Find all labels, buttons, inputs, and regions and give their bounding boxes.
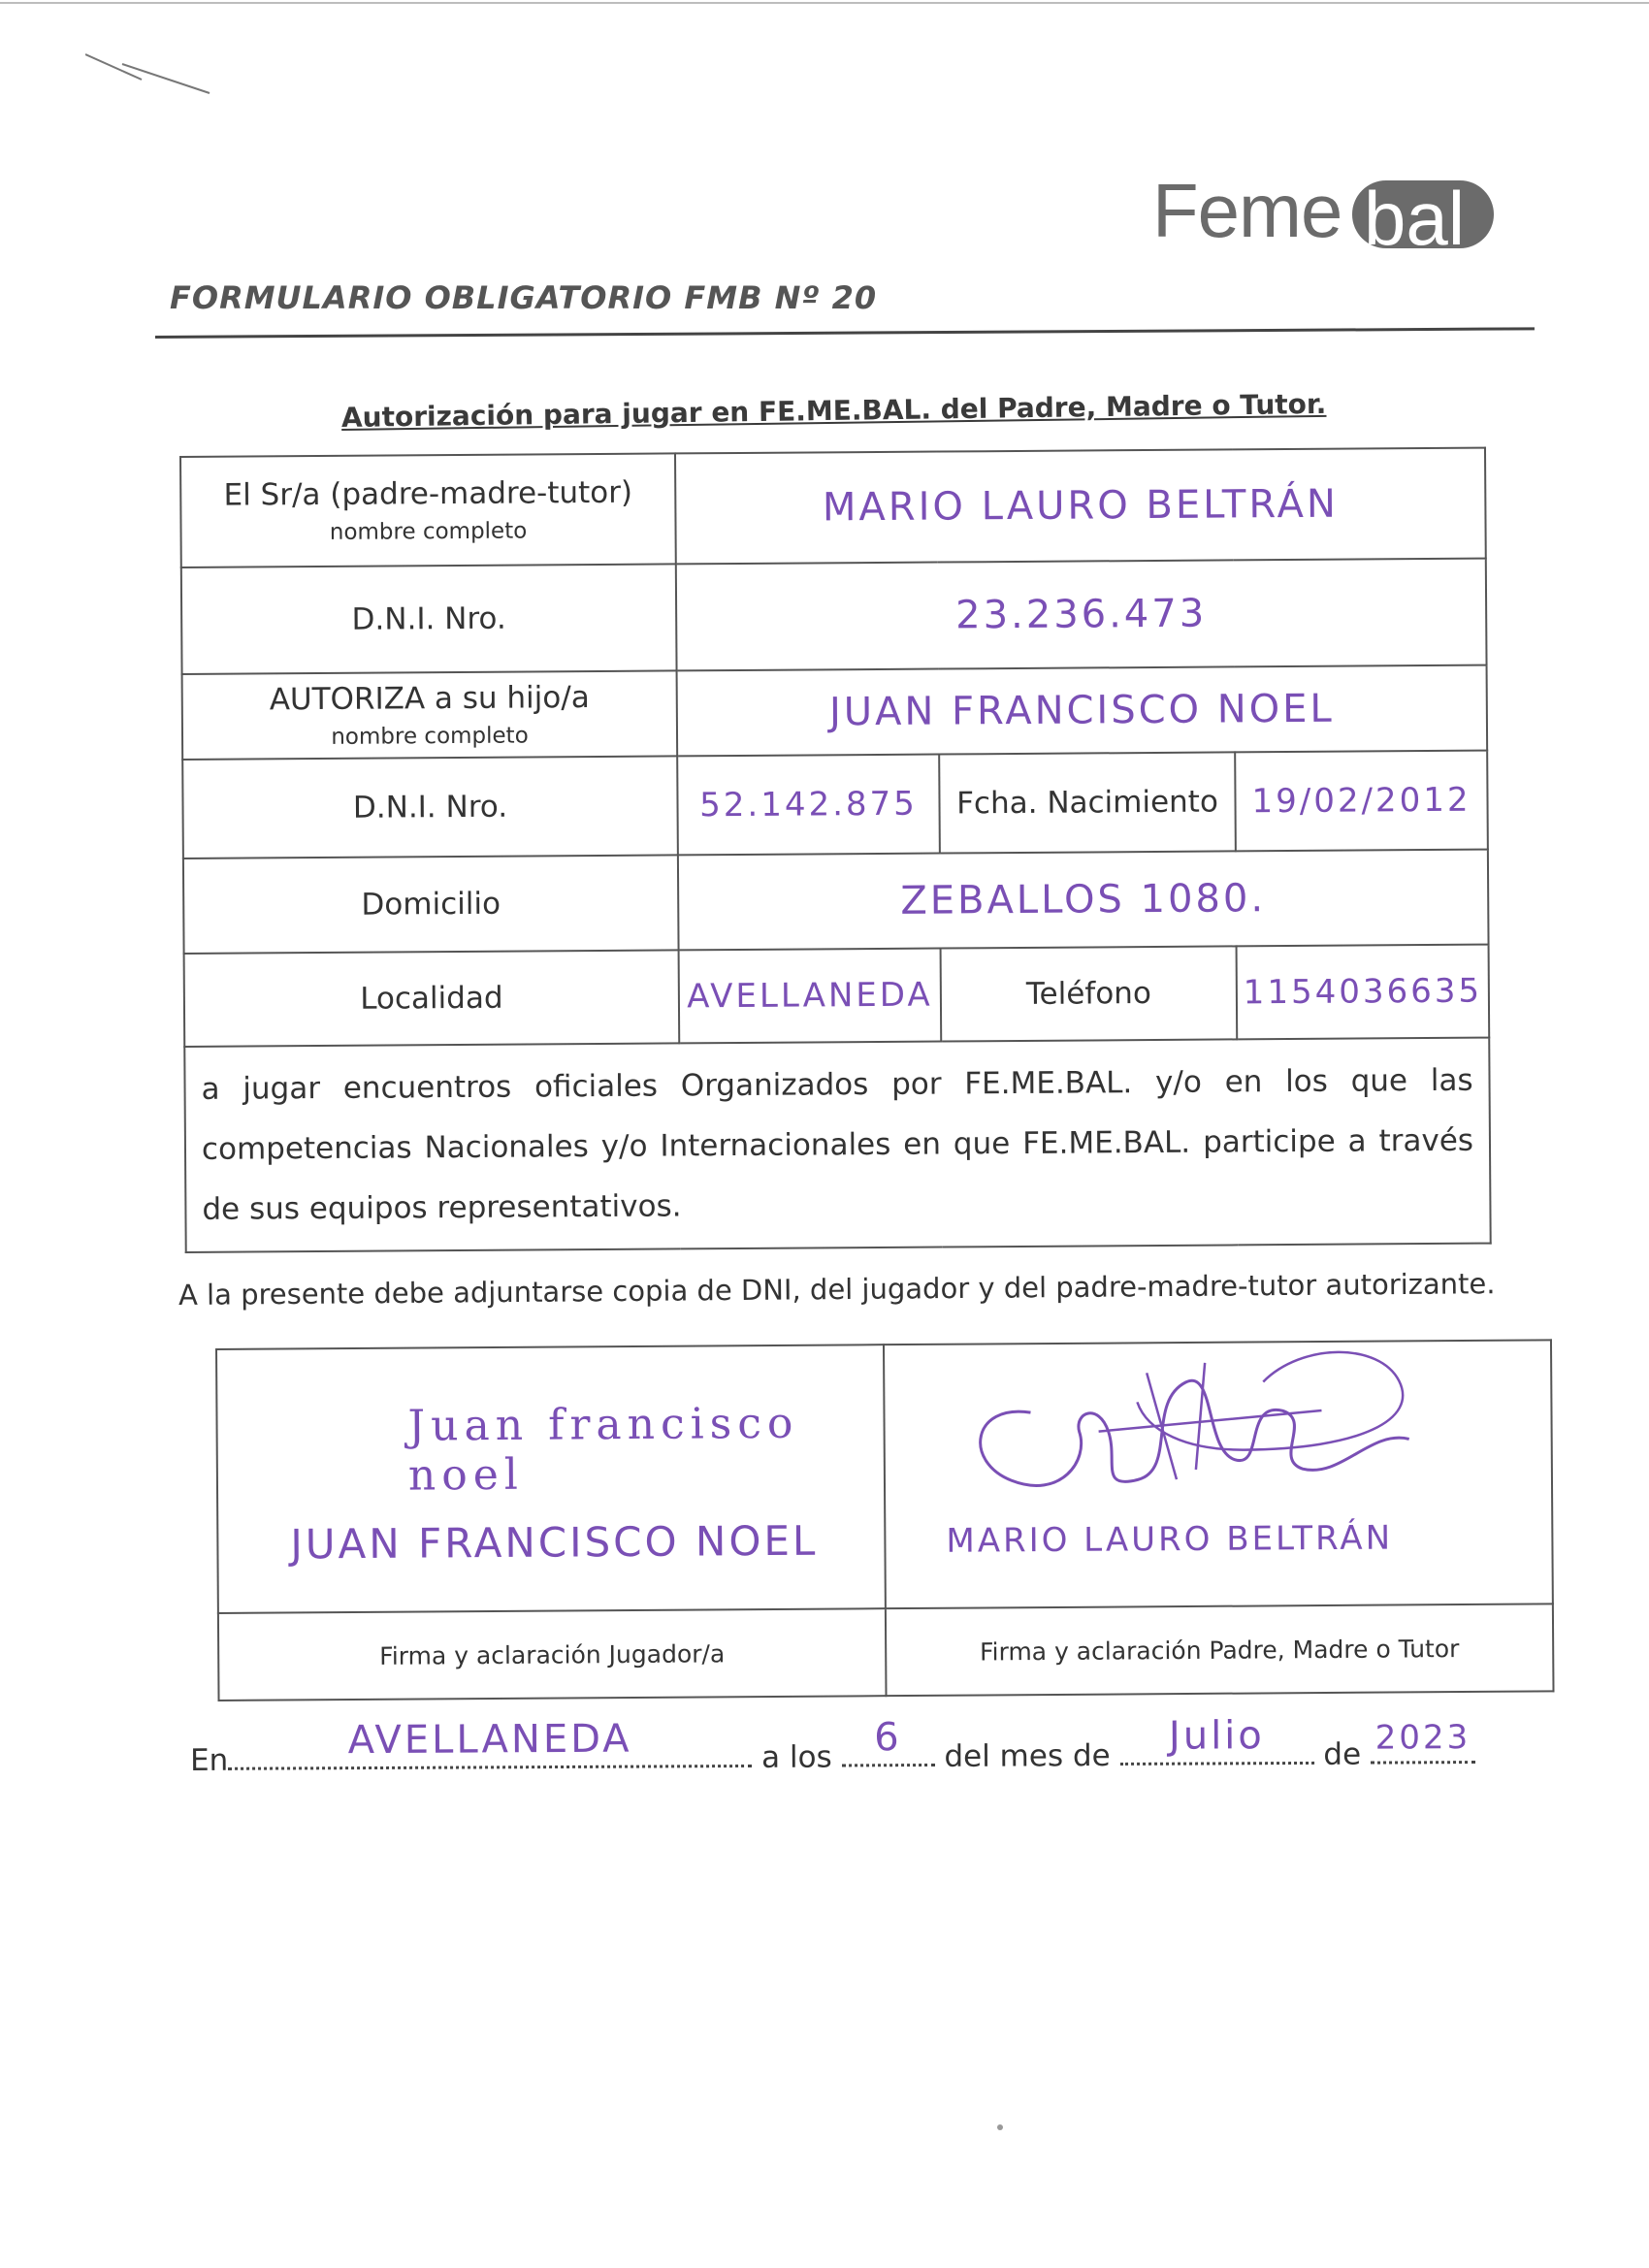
- player-signature: Juan francisco noel: [407, 1398, 799, 1501]
- day-value: 6: [874, 1715, 902, 1761]
- player-signature-cell: [216, 1345, 886, 1613]
- tutor-name: MARIO LAURO BELTRÁN: [675, 448, 1486, 565]
- child-dni: 52.142.875: [677, 755, 940, 856]
- phone-label: Teléfono: [941, 946, 1238, 1041]
- table-row: [182, 751, 1488, 859]
- title-rule: [155, 327, 1535, 339]
- city-value: AVELLANEDA: [679, 949, 942, 1044]
- month-value: Julio: [1168, 1713, 1265, 1759]
- day-field: [841, 1715, 934, 1767]
- page-heading: Autorización para jugar en FE.ME.BAL. del Padre, Madre o Tutor.: [340, 387, 1327, 434]
- days-label: a los: [761, 1739, 832, 1775]
- child-label: AUTORIZA a su hijo/a: [269, 680, 590, 718]
- table-row: [183, 850, 1489, 954]
- scan-edge-line: [0, 2, 1649, 4]
- tutor-sublabel: nombre completo: [329, 518, 528, 545]
- table-row: [216, 1340, 1553, 1613]
- tutor-signature-cell: [884, 1340, 1553, 1608]
- table-row: [218, 1604, 1554, 1701]
- form-title: FORMULARIO OBLIGATORIO FMB Nº 20: [170, 279, 878, 316]
- table-row: [184, 945, 1490, 1047]
- attachment-note: A la presente debe adjuntarse copia de DNI, del jugador y del padre-madre-tutor autorizante.: [178, 1267, 1496, 1312]
- tutor-printed-name: MARIO LAURO BELTRÁN: [946, 1518, 1394, 1561]
- player-signature-caption: Firma y aclaración Jugador/a: [218, 1608, 887, 1701]
- year-value: 2023: [1374, 1718, 1471, 1758]
- femebal-logo: [1152, 167, 1531, 261]
- child-sublabel: nombre completo: [331, 723, 529, 750]
- tutor-label-cell: [180, 453, 676, 567]
- child-label-cell: [182, 670, 678, 760]
- table-row: [181, 559, 1487, 674]
- address-value: ZEBALLOS 1080.: [678, 850, 1489, 951]
- year-field: [1371, 1718, 1475, 1765]
- tutor-signature-graphic: [953, 1342, 1458, 1520]
- month-field: [1119, 1713, 1313, 1766]
- year-label: de: [1323, 1736, 1362, 1772]
- player-printed-name: JUAN FRANCISCO NOEL: [290, 1516, 819, 1569]
- place-city-value: AVELLANEDA: [347, 1716, 632, 1764]
- authorization-text: a jugar encuentros oficiales Organizados por FE.ME.BAL. y/o en los que las competencias Nacionales y/o Internacionales en que FE.ME.BAL. participe a través de sus equipos representativos.: [184, 1038, 1490, 1252]
- birth-date-label: Fcha. Nacimiento: [939, 752, 1236, 853]
- table-row: [184, 1038, 1490, 1252]
- logo-pill-text: bal: [1364, 176, 1466, 261]
- signature-table: [215, 1339, 1555, 1701]
- place-city-field: [228, 1716, 752, 1770]
- logo-text: Feme: [1152, 168, 1342, 253]
- tutor-signature-caption: Firma y aclaración Padre, Madre o Tutor: [886, 1604, 1554, 1696]
- birth-date: 19/02/2012: [1235, 751, 1488, 852]
- child-name: JUAN FRANCISCO NOEL: [677, 665, 1488, 757]
- table-row: [180, 448, 1486, 567]
- child-dni-label: D.N.I. Nro.: [182, 756, 678, 859]
- authorization-table: [179, 447, 1492, 1253]
- address-label: Domicilio: [183, 855, 679, 954]
- phone-value: 1154036635: [1237, 945, 1490, 1040]
- tutor-label: El Sr/a (padre-madre-tutor): [223, 474, 633, 513]
- place-date-line: [189, 1713, 1475, 1778]
- logo-pill: [1352, 176, 1494, 261]
- tutor-dni: 23.236.473: [676, 559, 1487, 671]
- pen-stroke-marks: [85, 47, 221, 105]
- table-row: [182, 665, 1488, 760]
- city-label: Localidad: [184, 950, 680, 1047]
- en-label: En: [189, 1742, 229, 1778]
- scan-speck: [997, 2124, 1003, 2130]
- tutor-dni-label: D.N.I. Nro.: [181, 564, 677, 674]
- month-label: del mes de: [944, 1738, 1111, 1774]
